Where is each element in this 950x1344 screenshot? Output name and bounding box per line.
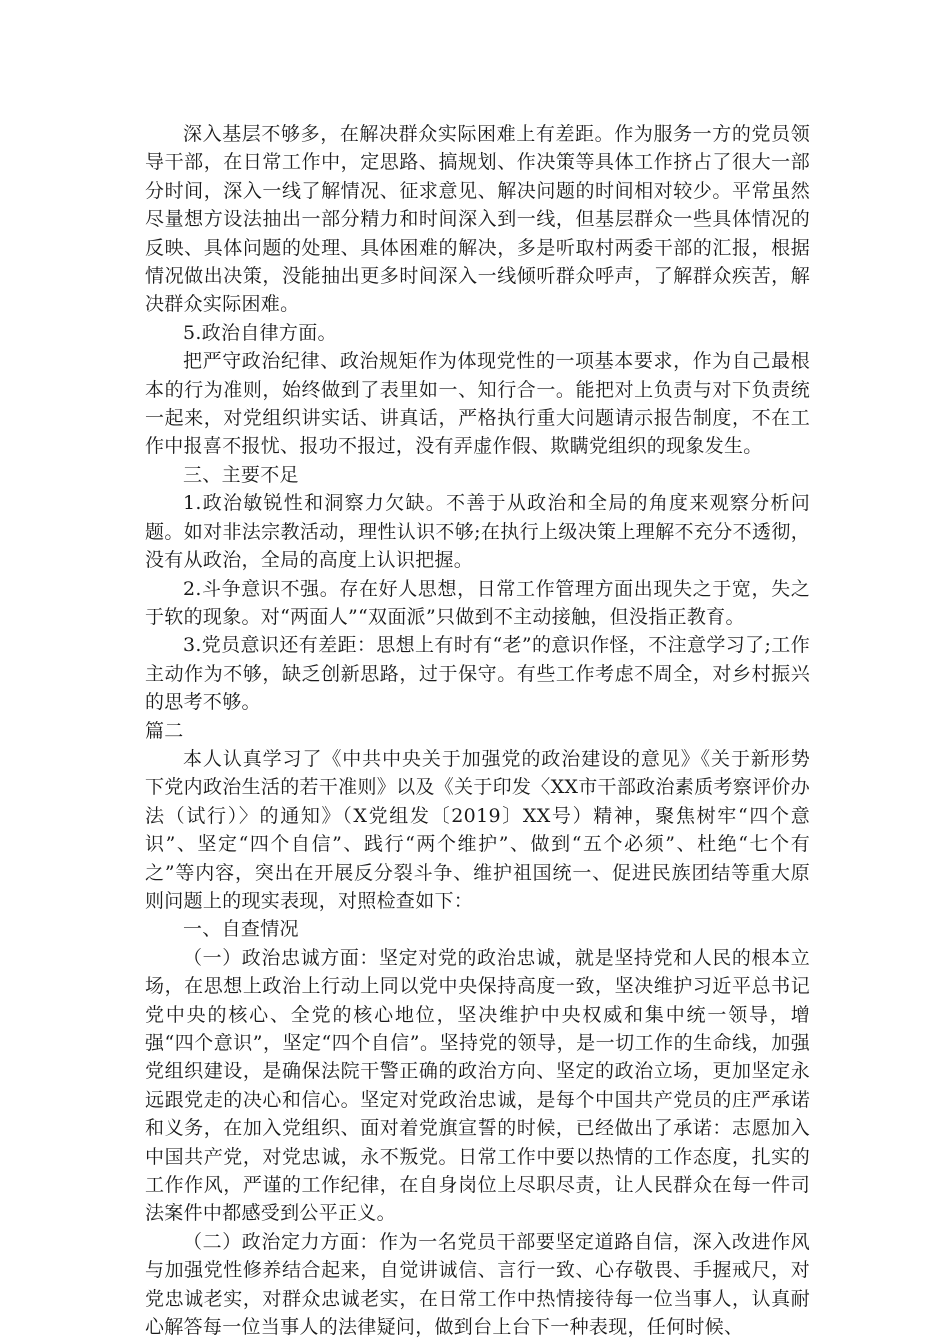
paragraph-shortcoming-2: 2.斗争意识不强。存在好人思想，日常工作管理方面出现失之于宽，失之于软的现象。对“两面人”“双面派”只做到不主动接触，但没指正教育。	[145, 577, 810, 628]
heading-main-shortcomings: 三、主要不足	[183, 463, 299, 486]
paragraph-grassroots-gap: 深入基层不够多，在解决群众实际困难上有差距。作为服务一方的党员领导干部，在日常工作中，定思路、搞规划、作决策等具体工作挤占了很大一部分时间，深入一线了解情况、征求意见、解决问题的时间相对较少。平常虽然尽量想方设法抽出一部分精力和时间深入到一线，但基层群众一些具体情况的反映、具体问题的处理、具体困难的解决，多是听取村两委干部的汇报，根据情况做出决策，没能抽出更多时间深入一线倾听群众呼声，了解群众疾苦，解决群众实际困难。	[145, 123, 810, 316]
paragraph-political-loyalty: （一）政治忠诚方面：坚定对党的政治忠诚，就是坚持党和人民的根本立场，在思想上政治上行动上同以党中央保持高度一致，坚决维护习近平总书记党中央的核心、全党的核心地位，坚决维护中央权威和集中统一领导，增强“四个意识”，坚定“四个自信”。坚持党的领导，是一切工作的生命线，加强党组织建设，是确保法院干警正确的政治方向、坚定的政治立场，更加坚定永远跟党走的决心和信心。坚定对党政治忠诚，是每个中国共产党员的庄严承诺和义务，在加入党组织、面对着党旗宣誓的时候，已经做出了承诺：志愿加入中国共产党，对党忠诚，永不叛党。日常工作中要以热情的工作态度，扎实的工作作风，严谨的工作纪律，在自身岗位上尽职尽责，让人民群众在每一件司法案件中都感受到公平正义。	[145, 946, 810, 1225]
paragraph-study-intro: 本人认真学习了《中共中央关于加强党的政治建设的意见》《关于新形势下党内政治生活的若干准则》以及《关于印发〈XX市干部政治素质考察评价办法（试行）〉的通知》（X党组发〔2019〕XX号）精神，聚焦树牢“四个意识”、坚定“四个自信”、践行“两个维护”、做到“五个必须”、杜绝“七个有之”等内容，突出在开展反分裂斗争、维护祖国统一、促进民族团结等重大原则问题上的现实表现，对照检查如下：	[145, 747, 810, 912]
section-title-part-two: 篇二	[145, 719, 184, 742]
paragraph-political-resolve: （二）政治定力方面：作为一名党员干部要坚定道路自信，深入改进作风与加强党性修养结合起来，自觉讲诚信、言行一致、心存敬畏、手握戒尺，对党忠诚老实，对群众忠诚老实，在日常工作中热情接待每一位当事人，认真耐心解答每一位当事人的法律疑问，做到台上台下一种表现，任何时候、	[145, 1230, 810, 1339]
paragraph-shortcoming-1: 1.政治敏锐性和洞察力欠缺。不善于从政治和全局的角度来观察分析问题。如对非法宗教活动，理性认识不够;在执行上级决策上理解不充分不透彻，没有从政治，全局的高度上认识把握。	[145, 492, 810, 572]
paragraph-shortcoming-3: 3.党员意识还有差距：思想上有时有“老”的意识作怪，不注意学习了;工作主动作为不够，缺乏创新思路，过于保守。有些工作考虑不周全，对乡村振兴的思考不够。	[145, 634, 810, 714]
heading-self-check: 一、自查情况	[183, 918, 299, 941]
paragraph-political-discipline: 把严守政治纪律、政治规矩作为体现党性的一项基本要求，作为自己最根本的行为准则，始终做到了表里如一、知行合一。能把对上负责与对下负责统一起来，对党组织讲实话、讲真话，严格执行重大问题请示报告制度，不在工作中报喜不报忧、报功不报过，没有弄虚作假、欺瞒党组织的现象发生。	[145, 350, 810, 458]
heading-political-self-discipline: 5.政治自律方面。	[183, 321, 337, 344]
document-page	[145, 120, 810, 1341]
